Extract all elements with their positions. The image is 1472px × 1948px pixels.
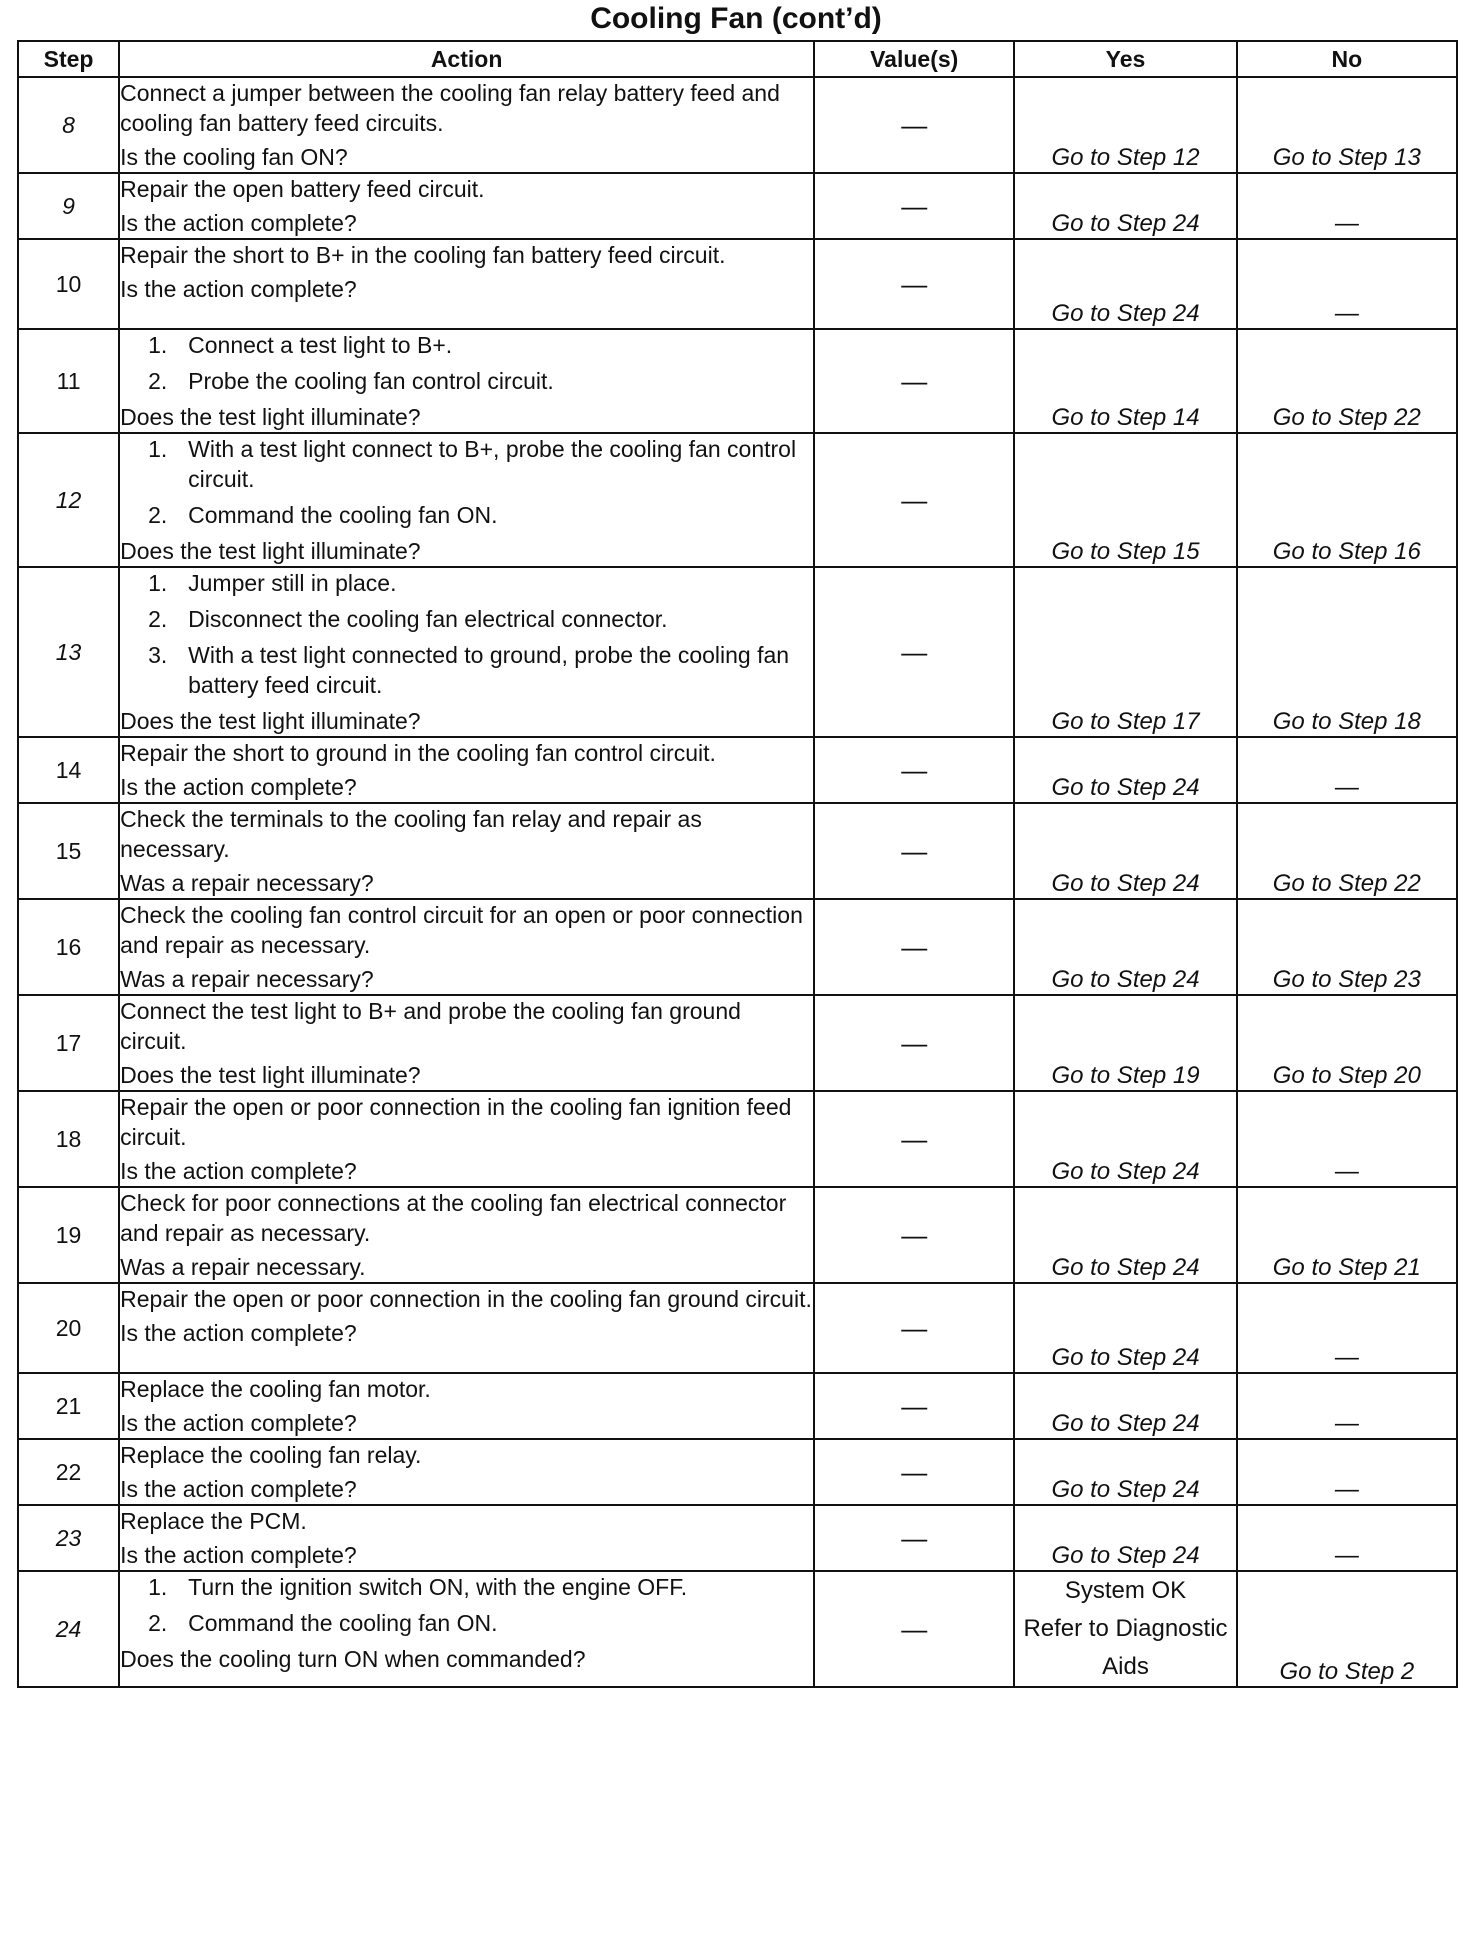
value-cell: — <box>814 803 1014 899</box>
yes-cell: Go to Step 24 <box>1014 1505 1236 1571</box>
action-step-number: 2. <box>148 606 168 632</box>
action-question: Does the test light illuminate? <box>120 1062 421 1088</box>
yes-cell: Go to Step 14 <box>1014 329 1236 433</box>
value-cell: — <box>814 1187 1014 1283</box>
yes-line: System OK <box>1064 1577 1187 1604</box>
table-row <box>18 803 1457 899</box>
step-cell: 12 <box>18 433 119 567</box>
yes-cell: Go to Step 24 <box>1014 803 1236 899</box>
action-question: Does the test light illuminate? <box>120 708 421 734</box>
action-step-item <box>120 604 813 634</box>
no-cell: Go to Step 22 <box>1237 803 1457 899</box>
value-cell: — <box>814 737 1014 803</box>
action-step-item <box>120 366 813 396</box>
table-row <box>18 995 1457 1091</box>
header-action: Action <box>119 41 814 77</box>
action-step-number: 1. <box>148 436 168 462</box>
action-step-text: Probe the cooling fan control circuit. <box>188 368 554 394</box>
action-step-text: With a test light connect to B+, probe the cooling fan control circuit. <box>188 436 797 492</box>
action-instruction: Replace the PCM. <box>120 1508 307 1534</box>
action-step-item <box>120 500 813 530</box>
page-title: Cooling Fan (cont’d) <box>590 2 882 35</box>
action-instruction: Connect a jumper between the cooling fan relay battery feed and cooling fan battery feed circuits. <box>120 80 780 136</box>
action-cell <box>119 737 814 803</box>
action-question: Is the cooling fan ON? <box>120 144 348 170</box>
no-cell: Go to Step 20 <box>1237 995 1457 1091</box>
value-cell: — <box>814 1439 1014 1505</box>
action-question: Was a repair necessary. <box>120 1254 366 1280</box>
action-cell <box>119 1571 814 1687</box>
action-cell <box>119 239 814 329</box>
action-cell <box>119 567 814 737</box>
action-instruction: Repair the open or poor connection in the cooling fan ground circuit. <box>120 1286 812 1312</box>
action-step-number: 2. <box>148 1610 168 1636</box>
action-cell <box>119 1439 814 1505</box>
action-cell <box>119 173 814 239</box>
action-step-text: Jumper still in place. <box>188 570 397 596</box>
action-cell <box>119 1283 814 1373</box>
action-question: Is the action complete? <box>120 1320 357 1346</box>
table-header-row <box>18 41 1457 77</box>
action-instruction: Repair the open or poor connection in the cooling fan ignition feed circuit. <box>120 1094 792 1150</box>
yes-cell: Go to Step 24 <box>1014 1283 1236 1373</box>
no-cell: — <box>1237 1283 1457 1373</box>
action-instruction: Repair the open battery feed circuit. <box>120 176 485 202</box>
yes-line: Refer to Diagnostic Aids <box>1023 1615 1228 1680</box>
action-step-text: With a test light connected to ground, probe the cooling fan battery feed circuit. <box>188 642 790 698</box>
step-cell: 10 <box>18 239 119 329</box>
action-question: Does the test light illuminate? <box>120 538 421 564</box>
action-question: Is the action complete? <box>120 1476 357 1502</box>
action-cell <box>119 1091 814 1187</box>
value-cell: — <box>814 1283 1014 1373</box>
action-question: Does the test light illuminate? <box>120 404 421 430</box>
action-instruction: Repair the short to B+ in the cooling fan battery feed circuit. <box>120 242 726 268</box>
step-cell: 16 <box>18 899 119 995</box>
action-question: Is the action complete? <box>120 1158 357 1184</box>
no-cell: — <box>1237 1091 1457 1187</box>
action-cell <box>119 77 814 173</box>
value-cell: — <box>814 1091 1014 1187</box>
step-cell: 22 <box>18 1439 119 1505</box>
action-question: Was a repair necessary? <box>120 966 374 992</box>
step-cell: 23 <box>18 1505 119 1571</box>
table-row <box>18 1373 1457 1439</box>
action-step-text: Command the cooling fan ON. <box>188 502 498 528</box>
action-step-item <box>120 1572 813 1602</box>
yes-cell: Go to Step 15 <box>1014 433 1236 567</box>
value-cell: — <box>814 1373 1014 1439</box>
action-question: Is the action complete? <box>120 1410 357 1436</box>
action-step-number: 1. <box>148 1574 168 1600</box>
table-row <box>18 1283 1457 1373</box>
table-row <box>18 567 1457 737</box>
yes-cell: Go to Step 24 <box>1014 1187 1236 1283</box>
value-cell: — <box>814 899 1014 995</box>
action-step-text: Turn the ignition switch ON, with the engine OFF. <box>188 1574 688 1600</box>
table-row <box>18 1505 1457 1571</box>
no-cell: Go to Step 22 <box>1237 329 1457 433</box>
step-cell: 8 <box>18 77 119 173</box>
action-step-item <box>120 568 813 598</box>
action-instruction: Check for poor connections at the cooling fan electrical connector and repair as necessary. <box>120 1190 787 1246</box>
header-yes: Yes <box>1014 41 1236 77</box>
yes-cell <box>1014 1571 1236 1687</box>
no-cell: Go to Step 2 <box>1237 1571 1457 1687</box>
step-cell: 11 <box>18 329 119 433</box>
value-cell: — <box>814 1505 1014 1571</box>
step-cell: 20 <box>18 1283 119 1373</box>
action-steps-list <box>120 434 813 530</box>
table-row <box>18 173 1457 239</box>
no-cell: Go to Step 21 <box>1237 1187 1457 1283</box>
value-cell: — <box>814 433 1014 567</box>
yes-cell: Go to Step 19 <box>1014 995 1236 1091</box>
action-cell <box>119 329 814 433</box>
no-cell: Go to Step 13 <box>1237 77 1457 173</box>
yes-cell: Go to Step 24 <box>1014 1439 1236 1505</box>
yes-cell: Go to Step 24 <box>1014 173 1236 239</box>
action-steps-list <box>120 330 813 396</box>
yes-cell: Go to Step 24 <box>1014 1373 1236 1439</box>
table-row <box>18 77 1457 173</box>
table-row <box>18 737 1457 803</box>
step-cell: 9 <box>18 173 119 239</box>
step-cell: 24 <box>18 1571 119 1687</box>
action-step-number: 2. <box>148 502 168 528</box>
no-cell: Go to Step 23 <box>1237 899 1457 995</box>
step-cell: 19 <box>18 1187 119 1283</box>
value-cell: — <box>814 1571 1014 1687</box>
action-question: Is the action complete? <box>120 774 357 800</box>
action-cell <box>119 433 814 567</box>
yes-cell: Go to Step 24 <box>1014 737 1236 803</box>
table-row <box>18 1187 1457 1283</box>
yes-cell: Go to Step 24 <box>1014 899 1236 995</box>
action-cell <box>119 995 814 1091</box>
action-cell <box>119 1187 814 1283</box>
table-body <box>18 77 1457 1687</box>
action-instruction: Repair the short to ground in the cooling fan control circuit. <box>120 740 716 766</box>
action-instruction: Replace the cooling fan motor. <box>120 1376 431 1402</box>
action-step-item <box>120 330 813 360</box>
no-cell: — <box>1237 1373 1457 1439</box>
step-cell: 14 <box>18 737 119 803</box>
step-cell: 21 <box>18 1373 119 1439</box>
action-cell <box>119 899 814 995</box>
no-cell: — <box>1237 173 1457 239</box>
value-cell: — <box>814 77 1014 173</box>
action-step-number: 2. <box>148 368 168 394</box>
no-cell: — <box>1237 1439 1457 1505</box>
step-cell: 18 <box>18 1091 119 1187</box>
value-cell: — <box>814 995 1014 1091</box>
action-step-number: 1. <box>148 332 168 358</box>
action-step-item <box>120 434 813 494</box>
action-question: Is the action complete? <box>120 1542 357 1568</box>
action-step-number: 1. <box>148 570 168 596</box>
yes-cell: Go to Step 12 <box>1014 77 1236 173</box>
step-cell: 17 <box>18 995 119 1091</box>
table-row <box>18 239 1457 329</box>
action-instruction: Check the terminals to the cooling fan relay and repair as necessary. <box>120 806 702 862</box>
action-question: Is the action complete? <box>120 276 357 302</box>
action-question: Is the action complete? <box>120 210 357 236</box>
header-step: Step <box>18 41 119 77</box>
action-step-text: Connect a test light to B+. <box>188 332 453 358</box>
table-row <box>18 433 1457 567</box>
no-cell: — <box>1237 239 1457 329</box>
value-cell: — <box>814 329 1014 433</box>
no-cell: Go to Step 18 <box>1237 567 1457 737</box>
action-instruction: Connect the test light to B+ and probe the cooling fan ground circuit. <box>120 998 741 1054</box>
table-row <box>18 1571 1457 1687</box>
table-row <box>18 329 1457 433</box>
action-question: Does the cooling turn ON when commanded? <box>120 1646 586 1672</box>
action-cell <box>119 1505 814 1571</box>
yes-cell: Go to Step 17 <box>1014 567 1236 737</box>
action-question: Was a repair necessary? <box>120 870 374 896</box>
action-cell <box>119 1373 814 1439</box>
table-row <box>18 899 1457 995</box>
action-step-item <box>120 640 813 700</box>
no-cell: — <box>1237 737 1457 803</box>
diagnostic-table <box>17 40 1458 1688</box>
action-steps-list <box>120 568 813 700</box>
no-cell: Go to Step 16 <box>1237 433 1457 567</box>
step-cell: 13 <box>18 567 119 737</box>
yes-cell: Go to Step 24 <box>1014 239 1236 329</box>
action-step-text: Disconnect the cooling fan electrical connector. <box>188 606 668 632</box>
step-cell: 15 <box>18 803 119 899</box>
table-row <box>18 1091 1457 1187</box>
no-cell: — <box>1237 1505 1457 1571</box>
header-no: No <box>1237 41 1457 77</box>
action-cell <box>119 803 814 899</box>
action-instruction: Replace the cooling fan relay. <box>120 1442 422 1468</box>
table-row <box>18 1439 1457 1505</box>
value-cell: — <box>814 567 1014 737</box>
action-step-text: Command the cooling fan ON. <box>188 1610 498 1636</box>
action-instruction: Check the cooling fan control circuit for an open or poor connection and repair as necessary. <box>120 902 803 958</box>
action-step-item <box>120 1608 813 1638</box>
value-cell: — <box>814 173 1014 239</box>
value-cell: — <box>814 239 1014 329</box>
yes-cell: Go to Step 24 <box>1014 1091 1236 1187</box>
header-values: Value(s) <box>814 41 1014 77</box>
action-steps-list <box>120 1572 813 1638</box>
action-step-number: 3. <box>148 642 168 668</box>
